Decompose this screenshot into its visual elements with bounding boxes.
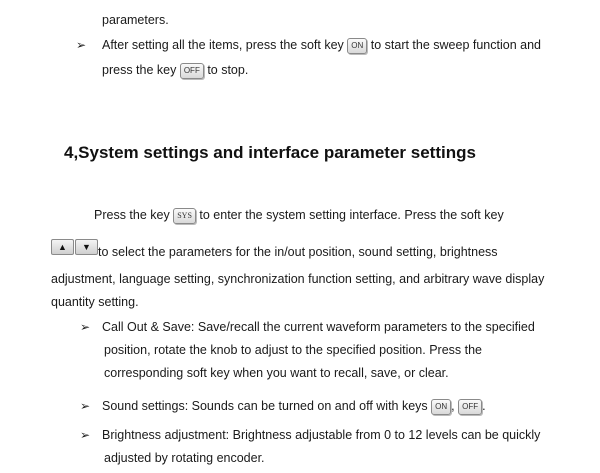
text-segment: to enter the system setting interface. Press the soft key	[199, 208, 504, 222]
bullet-arrow-icon: ➢	[80, 399, 91, 413]
off-key-icon: OFF	[180, 63, 204, 79]
text-segment: to start the sweep function and	[370, 38, 541, 52]
text-segment: press the key	[102, 63, 177, 77]
text-segment: Sound settings: Sounds can be turned on and off with keys	[102, 399, 428, 413]
text-line: corresponding soft key when you want to recall, save, or clear.	[104, 366, 449, 380]
text-line: Brightness adjustment: Brightness adjustable from 0 to 12 levels can be quickly	[102, 428, 541, 442]
text-line	[102, 37, 541, 54]
text-line	[102, 62, 248, 79]
bullet-arrow-icon: ➢	[76, 38, 87, 52]
arrow-down-icon: ▼	[75, 239, 98, 255]
text-line	[94, 207, 504, 224]
text-line: parameters.	[102, 13, 169, 27]
text-segment: Press the key	[94, 208, 170, 222]
bullet-arrow-icon: ➢	[80, 320, 91, 334]
text-line: to select the parameters for the in/out position, sound setting, brightness	[98, 245, 498, 259]
arrow-up-icon: ▲	[51, 239, 74, 255]
text-line: quantity setting.	[51, 295, 139, 309]
text-line: adjustment, language setting, synchronization function setting, and arbitrary wave display	[51, 272, 545, 286]
on-key-icon: ON	[431, 399, 451, 415]
off-key-icon: OFF	[458, 399, 482, 415]
text-line: adjusted by rotating encoder.	[104, 451, 265, 465]
sys-key-icon: SYS	[173, 208, 196, 224]
text-line: position, rotate the knob to adjust to the specified position. Press the	[104, 343, 483, 357]
text-segment: .	[482, 399, 486, 413]
text-line: Call Out & Save: Save/recall the current waveform parameters to the specified	[102, 320, 535, 334]
text-line	[102, 398, 486, 415]
text-segment: After setting all the items, press the soft key	[102, 38, 344, 52]
on-key-icon: ON	[347, 38, 367, 54]
text-segment: to stop.	[207, 63, 249, 77]
bullet-arrow-icon: ➢	[80, 428, 91, 442]
text-segment: ,	[451, 399, 455, 413]
arrow-keys	[51, 239, 98, 255]
section-heading: 4,System settings and interface parameter settings	[64, 143, 476, 162]
